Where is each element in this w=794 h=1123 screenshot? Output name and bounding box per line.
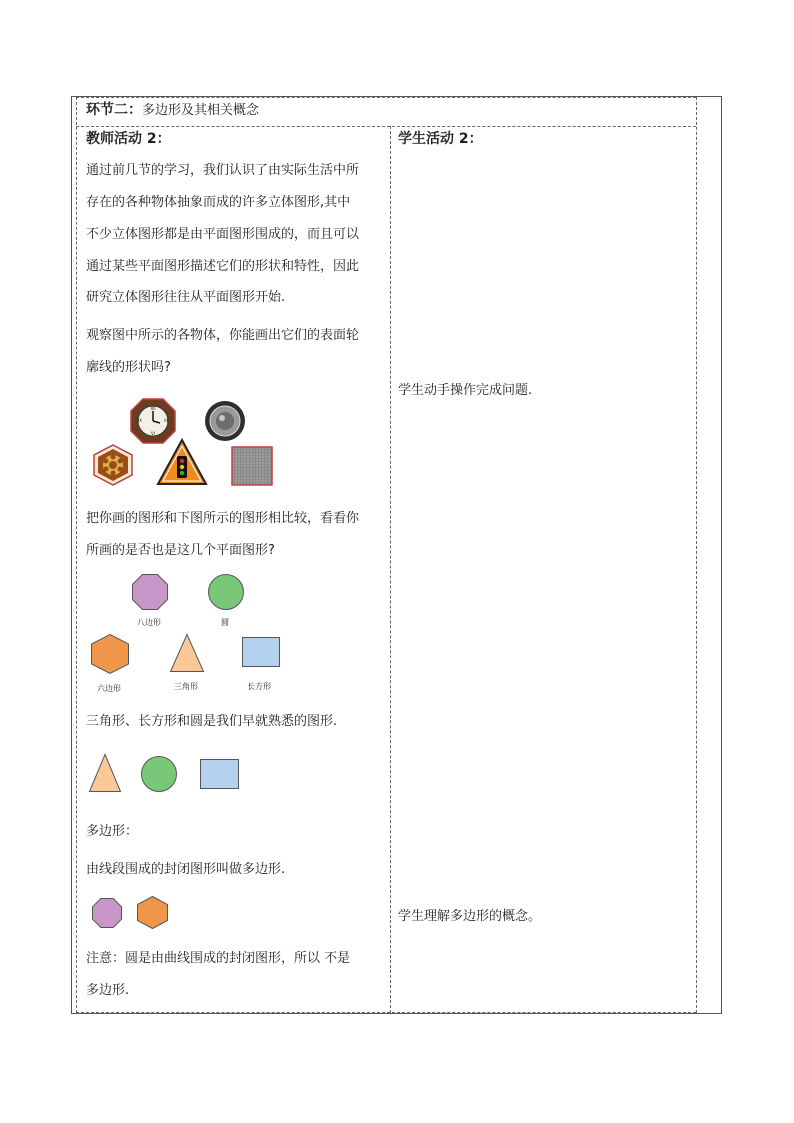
student-activity-1: 学生动手操作完成问题. <box>398 383 533 398</box>
familiar-rectangle-shape <box>200 759 239 789</box>
table-bottom-border <box>76 1012 696 1013</box>
svg-text:III: III <box>164 418 168 423</box>
traffic-sign-picture <box>156 438 208 486</box>
header-top-border <box>76 97 696 98</box>
circle-label: 圆 <box>221 618 229 627</box>
paragraph-line: 不少立体图形都是由平面图形围成的，而且可以 <box>86 227 360 242</box>
note-line: 多边形. <box>86 983 130 998</box>
paragraph-line: 三角形、长方形和圆是我们早就熟悉的图形. <box>86 714 338 729</box>
paragraph-line: 存在的各种物体抽象而成的许多立体图形,其中 <box>86 195 351 210</box>
paragraph-line: 通过某些平面图形描述它们的形状和特性，因此 <box>86 259 360 274</box>
student-heading: 学生活动 2： <box>398 131 483 147</box>
triangle-label: 三角形 <box>174 682 198 691</box>
paragraph-line: 把你画的图形和下图所示的图形相比较，看看你 <box>86 511 360 526</box>
paragraph-line: 观察图中所示的各物体，你能画出它们的表面轮 <box>86 328 360 343</box>
right-inner-border <box>696 97 697 1013</box>
polygon-definition: 由线段围成的封闭图形叫做多边形. <box>86 862 286 877</box>
svg-text:IX: IX <box>138 418 142 423</box>
octagon-label: 八边形 <box>137 618 161 627</box>
paragraph-line: 廓线的形状吗? <box>86 360 171 375</box>
polygon-heading: 多边形： <box>86 824 139 839</box>
familiar-circle-shape <box>141 756 177 792</box>
coin-picture <box>204 400 246 442</box>
circle-shape <box>208 574 244 610</box>
hexagon-label: 六边形 <box>97 684 121 693</box>
rectangle-shape <box>242 637 280 667</box>
polygon-example-octagon <box>92 898 122 928</box>
triangle-shape <box>170 634 204 672</box>
familiar-triangle-shape <box>89 754 121 792</box>
svg-text:XII: XII <box>150 406 156 411</box>
tile-picture <box>231 446 273 486</box>
section-title: 多边形及其相关概念 <box>142 103 260 118</box>
column-divider <box>390 126 391 1013</box>
hexagon-shape <box>91 634 129 674</box>
left-inner-border <box>76 97 77 1013</box>
polygon-example-hexagon <box>137 896 168 929</box>
section-label: 环节二： <box>86 102 142 118</box>
octagon-shape <box>132 574 168 610</box>
note-line: 注意：圆是由曲线围成的封闭图形，所以 不是 <box>86 951 351 966</box>
section-header <box>86 102 259 119</box>
header-bottom-border <box>76 126 696 127</box>
paragraph-line: 研究立体图形往往从平面图形开始. <box>86 290 286 305</box>
paragraph-line: 所画的是否也是这几个平面图形? <box>86 543 275 558</box>
svg-text:VI: VI <box>151 431 155 436</box>
paragraph-line: 通过前几节的学习，我们认识了由实际生活中所 <box>86 163 360 178</box>
hexagon-emblem-picture <box>92 444 134 486</box>
teacher-heading: 教师活动 2： <box>86 131 171 147</box>
rectangle-label: 长方形 <box>247 682 271 691</box>
student-activity-2: 学生理解多边形的概念。 <box>398 909 542 924</box>
